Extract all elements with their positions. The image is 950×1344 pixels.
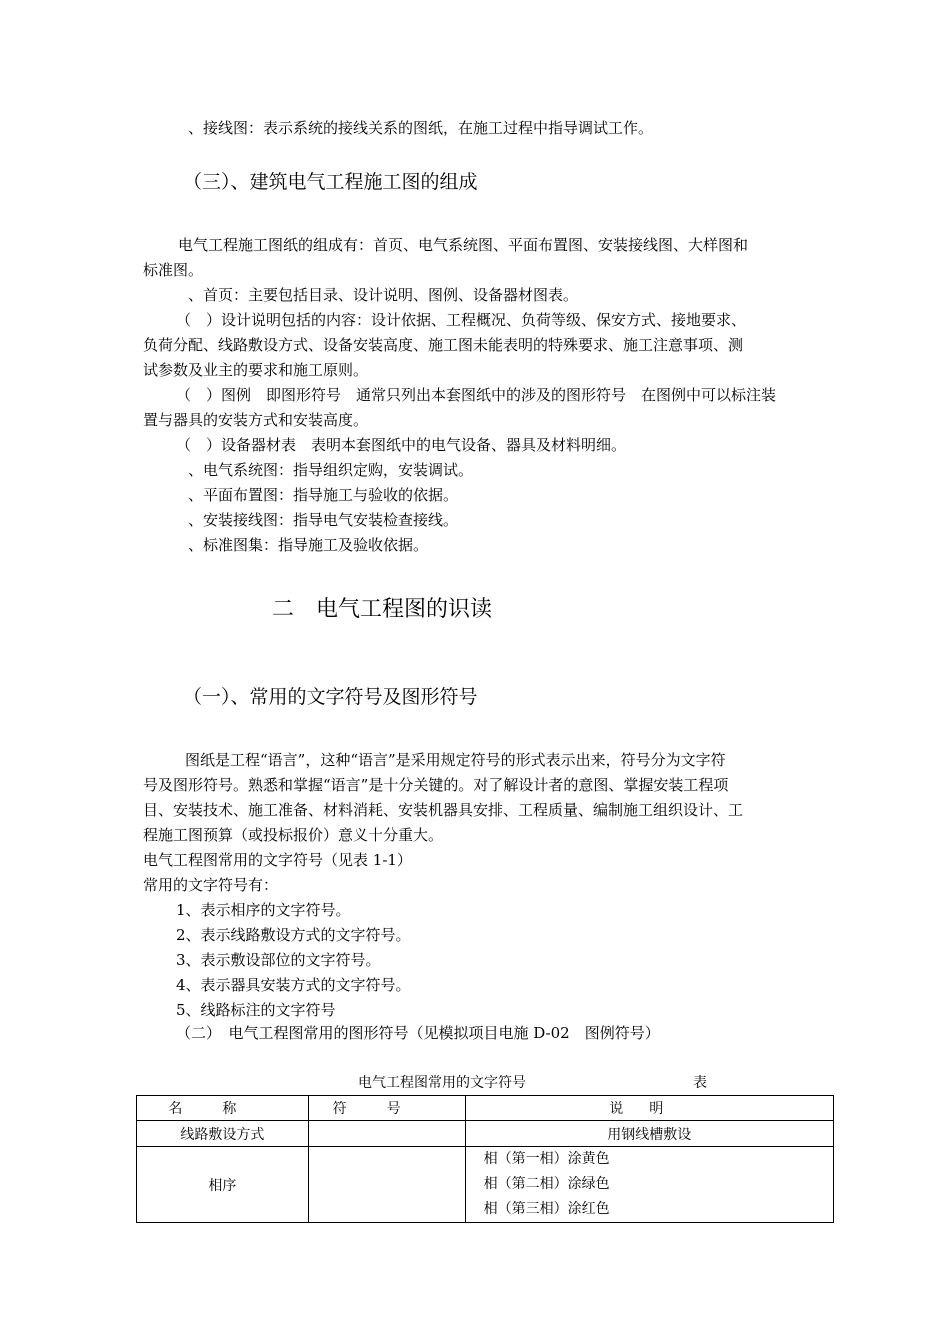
paragraph-line: 、平面布置图：指导施工与验收的依据。 xyxy=(188,486,459,504)
paragraph-line: 、电气系统图：指导组织定购，安装调试。 xyxy=(188,461,474,479)
list-item: 2、表示线路敷设方式的文字符号。 xyxy=(176,926,411,944)
table-row xyxy=(137,1147,834,1223)
paragraph-line: （ ）图例 即图形符号 通常只列出本套图纸中的涉及的图形符号 在图例中可以标注装 xyxy=(176,386,777,404)
section-heading-3: （三）、建筑电气工程施工图的组成 xyxy=(183,171,478,193)
paragraph-line: 常用的文字符号有： xyxy=(143,876,279,894)
paragraph-line: 程施工图预算（或投标报价）意义十分重大。 xyxy=(143,826,444,844)
text-symbols-table xyxy=(136,1095,834,1223)
paragraph-line: 目、安装技术、施工准备、材料消耗、安装机器具安排、工程质量、编制施工组织设计、工 xyxy=(143,801,744,819)
paragraph-line: （ ）设计说明包括的内容：设计依据、工程概况、负荷等级、保安方式、接地要求、 xyxy=(176,311,747,329)
paragraph-line: 、首页：主要包括目录、设计说明、图例、设备器材图表。 xyxy=(188,286,579,304)
graphic-symbols-line: （二） 电气工程图常用的图形符号（见模拟项目电施 D-02 图例符号） xyxy=(176,1024,660,1042)
table-header-row xyxy=(137,1096,834,1121)
paragraph-line: 、标准图集：指导施工及验收依据。 xyxy=(188,536,429,554)
phase-1-desc: 相（第一相）涂黄色 xyxy=(483,1151,610,1167)
paragraph-line: 置与器具的安装方式和安装高度。 xyxy=(143,411,369,429)
cell-description xyxy=(465,1147,833,1223)
wiring-diagram-line: 、接线图：表示系统的接线关系的图纸，在施工过程中指导调试工作。 xyxy=(188,119,654,137)
list-item: 5、线路标注的文字符号 xyxy=(176,1001,336,1019)
paragraph-line: 试参数及业主的要求和施工原则。 xyxy=(143,361,369,379)
paragraph-line: 号及图形符号。熟悉和掌握“语言”是十分关键的。对了解设计者的意图、掌握安装工程项 xyxy=(143,776,729,794)
cell-description: 用钢线槽敷设 xyxy=(465,1121,833,1147)
cell-name: 相序 xyxy=(137,1147,309,1223)
paragraph-line: 电气工程施工图纸的组成有：首页、电气系统图、平面布置图、安装接线图、大样图和 xyxy=(178,236,749,254)
phase-2-desc: 相（第二相）涂绿色 xyxy=(483,1176,610,1192)
list-item: 1、表示相序的文字符号。 xyxy=(176,901,351,919)
list-item: 4、表示器具安装方式的文字符号。 xyxy=(176,976,411,994)
chapter-title: 二 电气工程图的识读 xyxy=(272,597,493,622)
table-caption: 电气工程图常用的文字符号 xyxy=(358,1075,526,1091)
table-row xyxy=(137,1121,834,1147)
header-name: 名称 xyxy=(137,1096,309,1121)
header-symbol: 符号 xyxy=(308,1096,465,1121)
cell-symbol xyxy=(308,1147,465,1223)
section-heading-1: （一）、常用的文字符号及图形符号 xyxy=(183,686,478,708)
header-description: 说明 xyxy=(465,1096,833,1121)
paragraph-line: 电气工程图常用的文字符号（见表 1-1） xyxy=(143,851,412,869)
phase-3-desc: 相（第三相）涂红色 xyxy=(483,1201,610,1217)
paragraph-line: （ ）设备器材表 表明本套图纸中的电气设备、器具及材料明细。 xyxy=(176,436,627,454)
paragraph-line: 负荷分配、线路敷设方式、设备安装高度、施工图未能表明的特殊要求、施工注意事项、测 xyxy=(143,336,744,354)
cell-symbol xyxy=(308,1121,465,1147)
paragraph-line: 标准图。 xyxy=(143,261,204,279)
paragraph-line: 图纸是工程“语言”，这种“语言”是采用规定符号的形式表示出来，符号分为文字符 xyxy=(185,751,726,769)
cell-name: 线路敷设方式 xyxy=(137,1121,309,1147)
table-caption-suffix: 表 xyxy=(693,1075,707,1091)
paragraph-line: 、安装接线图：指导电气安装检查接线。 xyxy=(188,511,459,529)
list-item: 3、表示敷设部位的文字符号。 xyxy=(176,951,381,969)
